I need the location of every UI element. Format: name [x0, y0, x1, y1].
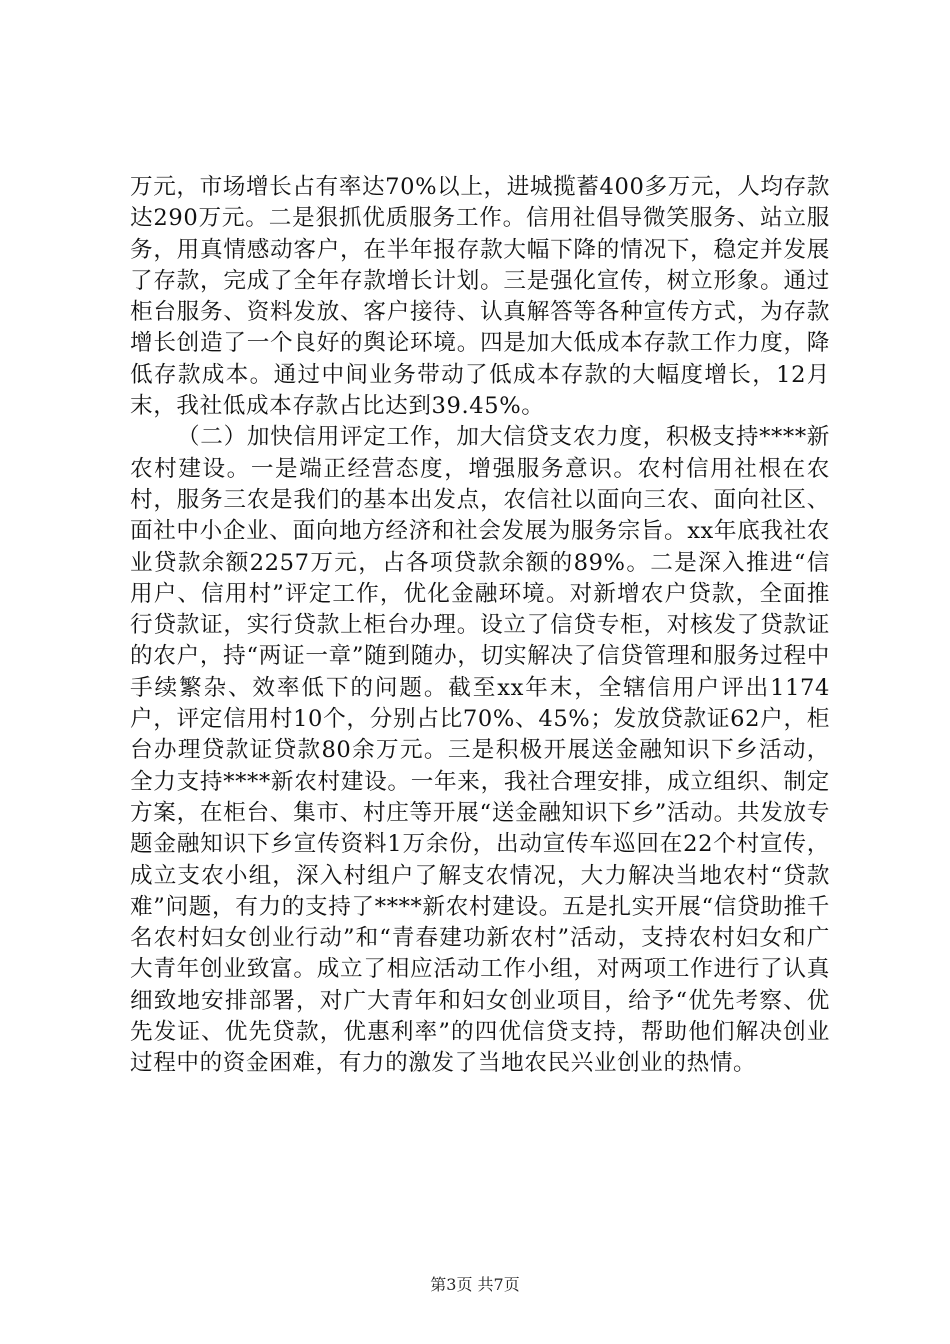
paragraph-section-two: （二）加快信用评定工作，加大信贷支农力度，积极支持****新农村建设。一是端正经营态度，增强服务意识。农村信用社根在农村，服务三农是我们的基本出发点，农信社以面向三农、面向社区、面社中小企业、面向地方经济和社会发展为服务宗旨。xx年底我社农业贷款余额2257万元，占各项贷款余额的89%。二是深入推进“信用户、信用村”评定工作，优化金融环境。对新增农户贷款，全面推行贷款证，实行贷款上柜台办理。设立了信贷专柜，对核发了贷款证的农户，持“两证一章”随到随办，切实解决了信贷管理和服务过程中手续繁杂、效率低下的问题。截至xx年末，全辖信用户评出1174户，评定信用村10个，分别占比70%、45%；发放贷款证62户，柜台办理贷款证贷款80余万元。三是积极开展送金融知识下乡活动，全力支持****新农村建设。一年来，我社合理安排，成立组织、制定方案，在柜台、集市、村庄等开展“送金融知识下乡”活动。共发放专题金融知识下乡宣传资料1万余份，出动宣传车巡回在22个村宣传，成立支农小组，深入村组户了解支农情况，大力解决当地农村“贷款难”问题，有力的支持了****新农村建设。五是扎实开展“信贷助推千名农村妇女创业行动”和“青春建功新农村”活动，支持农村妇女和广大青年创业致富。成立了相应活动工作小组，对两项工作进行了认真细致地安排部署，对广大青年和妇女创业项目，给予“优先考察、优先发证、优先贷款，优惠利率”的四优信贷支持，帮助他们解决创业过程中的资金困难，有力的激发了当地农民兴业创业的热情。 [130, 424, 830, 1077]
document-body [130, 172, 830, 1080]
page-footer: 第3页 共7页 [430, 1275, 520, 1294]
paragraph-continued: 万元，市场增长占有率达70%以上，进城揽蓄400多万元，人均存款达290万元。二是狠抓优质服务工作。信用社倡导微笑服务、站立服务，用真情感动客户，在半年报存款大幅下降的情况下，稳定并发展了存款，完成了全年存款增长计划。三是强化宣传，树立形象。通过柜台服务、资料发放、客户接待、认真解答等各种宣传方式，为存款增长创造了一个良好的舆论环境。四是加大低成本存款工作力度，降低存款成本。通过中间业务带动了低成本存款的大幅度增长，12月末，我社低成本存款占比达到39.45%。 [130, 174, 830, 420]
